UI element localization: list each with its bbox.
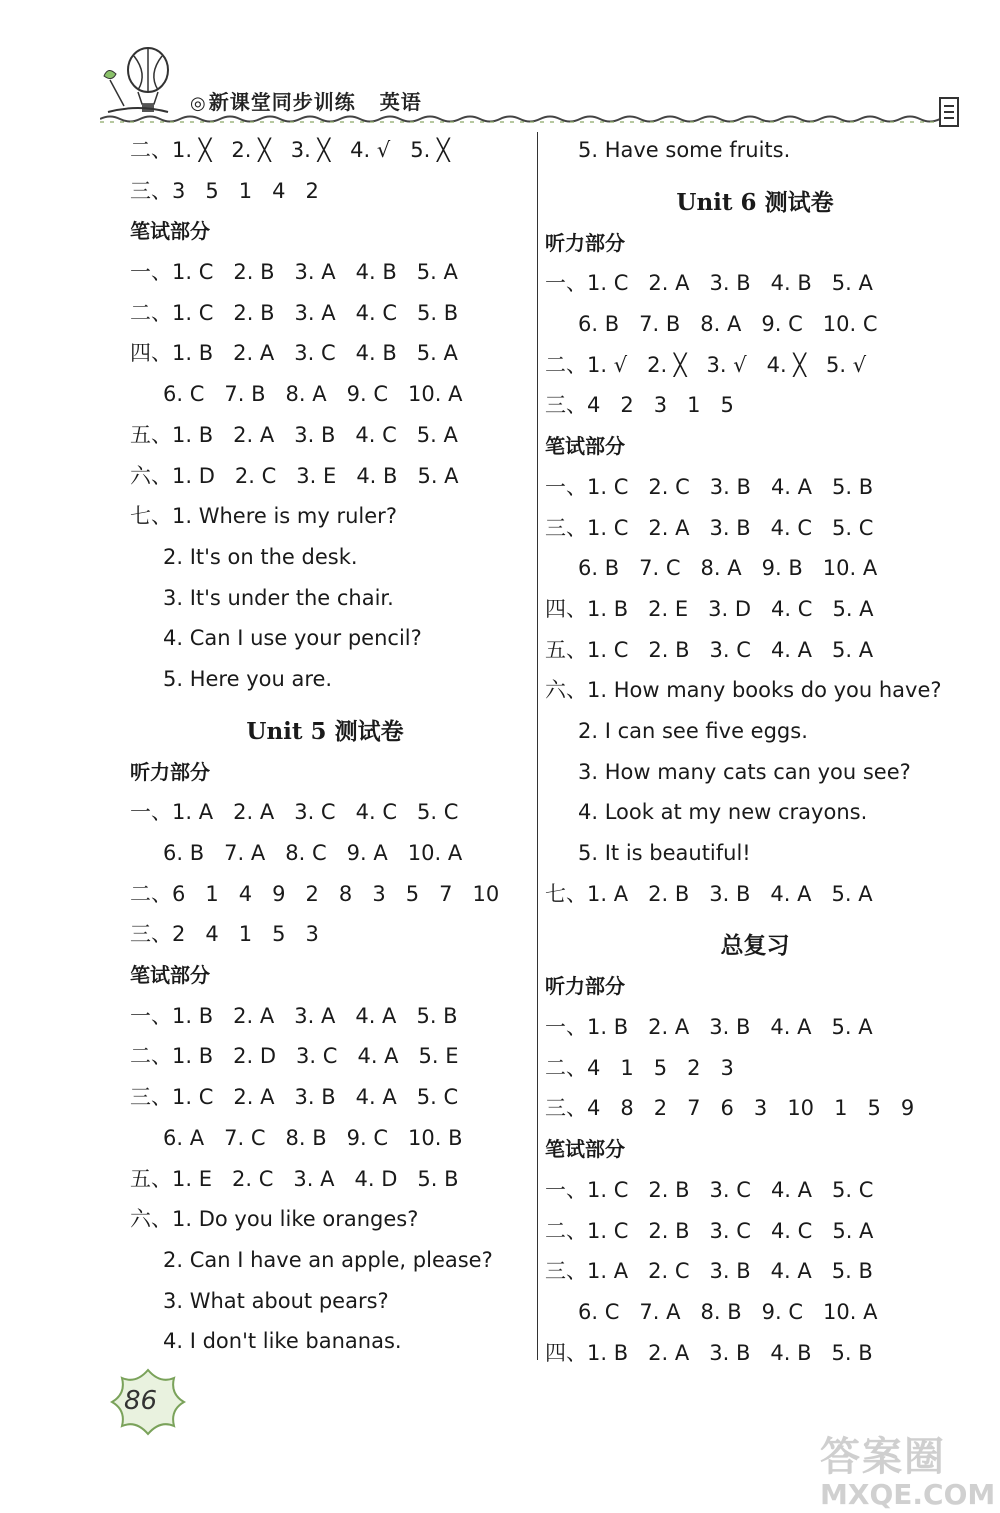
answer-line: 6. B 7. C 8. A 9. B 10. A — [578, 556, 878, 581]
answer-line: 3. How many cats can you see? — [578, 759, 911, 784]
series-symbol: ◎ — [190, 93, 207, 114]
header-divider — [100, 112, 940, 126]
answer-line: 五、1. B 2. A 3. B 4. C 5. A — [130, 422, 458, 447]
answer-line: 6. B 7. B 8. A 9. C 10. C — [578, 312, 878, 337]
answer-line: 二、6 1 4 9 2 8 3 5 7 10 — [130, 881, 500, 906]
answer-line: 六、1. How many books do you have? — [545, 678, 942, 703]
unit-title: Unit 6 测试卷 — [676, 188, 834, 216]
series-name: 新课堂同步训练 — [208, 90, 356, 114]
page-header — [0, 0, 1000, 140]
column-divider — [537, 132, 538, 1360]
answer-line: 2. I can see five eggs. — [578, 718, 808, 743]
answer-line: 二、1. C 2. B 3. A 4. C 5. B — [130, 300, 459, 325]
watermark — [820, 1425, 995, 1511]
answer-line: 五、1. E 2. C 3. A 4. D 5. B — [130, 1166, 459, 1191]
watermark-url: MXQE.COM — [820, 1478, 996, 1511]
answer-line: 二、1. ╳ 2. ╳ 3. ╳ 4. √ 5. ╳ — [130, 138, 450, 162]
answer-line: 三、1. C 2. A 3. B 4. C 5. C — [545, 515, 874, 540]
answer-line: 四、1. B 2. A 3. B 4. B 5. B — [545, 1340, 873, 1365]
answer-line: 六、1. Do you like oranges? — [130, 1207, 419, 1232]
answer-line: 3. It's under the chair. — [163, 585, 394, 610]
answer-line: 三、4 2 3 1 5 — [545, 393, 734, 418]
hot-air-balloon-icon — [98, 46, 178, 118]
answer-line: 4. Can I use your pencil? — [163, 626, 422, 651]
answer-line: 5. Here you are. — [163, 666, 333, 691]
answer-line: 4. Look at my new crayons. — [578, 800, 868, 825]
subject-label: 英语 — [379, 90, 422, 114]
section-heading: 听力部分 — [130, 759, 210, 784]
answer-line: 6. A 7. C 8. B 9. C 10. B — [163, 1125, 463, 1150]
unit-title: Unit 5 测试卷 — [246, 717, 404, 745]
answer-line: 3. What about pears? — [163, 1288, 389, 1313]
section-heading: 笔试部分 — [130, 219, 210, 244]
right-answer-column — [545, 130, 965, 1373]
answer-line: 6. C 7. A 8. B 9. C 10. A — [578, 1299, 878, 1324]
answer-line: 5. Have some fruits. — [578, 138, 791, 162]
answer-line: 三、2 4 1 5 3 — [130, 922, 319, 947]
answer-line: 6. C 7. B 8. A 9. C 10. A — [163, 382, 463, 407]
answer-line: 三、4 8 2 7 6 3 10 1 5 9 — [545, 1096, 915, 1121]
answer-line: 三、1. A 2. C 3. B 4. A 5. B — [545, 1259, 873, 1284]
answer-line: 七、1. Where is my ruler? — [130, 504, 397, 529]
answer-line: 一、1. A 2. A 3. C 4. C 5. C — [130, 800, 459, 825]
section-heading: 笔试部分 — [130, 963, 210, 988]
section-heading: 笔试部分 — [545, 1137, 625, 1162]
answer-line: 七、1. A 2. B 3. B 4. A 5. A — [545, 881, 873, 906]
answer-line: 2. Can I have an apple, please? — [163, 1247, 493, 1272]
answer-line: 二、1. √ 2. ╳ 3. √ 4. ╳ 5. √ — [545, 352, 867, 377]
book-series-title — [190, 86, 422, 115]
answer-line: 一、1. B 2. A 3. B 4. A 5. A — [545, 1015, 873, 1040]
answer-line: 四、1. B 2. A 3. C 4. B 5. A — [130, 341, 458, 366]
answer-line: 二、1. B 2. D 3. C 4. A 5. E — [130, 1044, 459, 1069]
answer-line: 三、1. C 2. A 3. B 4. A 5. C — [130, 1085, 459, 1110]
answer-line: 三、3 5 1 4 2 — [130, 178, 319, 203]
section-heading: 笔试部分 — [545, 434, 625, 459]
unit-title: 总复习 — [720, 932, 790, 960]
answer-line: 二、4 1 5 2 3 — [545, 1055, 734, 1080]
watermark-logo: 答案圈 — [820, 1434, 946, 1480]
section-heading: 听力部分 — [545, 974, 625, 999]
answer-line: 五、1. C 2. B 3. C 4. A 5. A — [545, 637, 874, 662]
answer-line: 六、1. D 2. C 3. E 4. B 5. A — [130, 463, 459, 488]
answer-line: 四、1. B 2. E 3. D 4. C 5. A — [545, 596, 874, 621]
answer-line: 6. B 7. A 8. C 9. A 10. A — [163, 841, 463, 865]
answer-line: 一、1. C 2. B 3. A 4. B 5. A — [130, 260, 458, 285]
page-number-badge — [108, 1366, 188, 1442]
page-number: 86 — [124, 1386, 158, 1416]
answer-line: 4. I don't like bananas. — [163, 1329, 402, 1354]
corner-decoration-icon — [936, 94, 964, 130]
answer-line: 一、1. B 2. A 3. A 4. A 5. B — [130, 1003, 458, 1028]
answer-line: 一、1. C 2. A 3. B 4. B 5. A — [545, 271, 873, 296]
left-answer-column — [130, 130, 520, 1362]
answer-line: 二、1. C 2. B 3. C 4. C 5. A — [545, 1218, 874, 1243]
section-heading: 听力部分 — [545, 230, 625, 255]
answer-line: 5. It is beautiful! — [578, 841, 751, 865]
answer-line: 一、1. C 2. C 3. B 4. A 5. B — [545, 474, 874, 499]
answer-line: 一、1. C 2. B 3. C 4. A 5. C — [545, 1177, 874, 1202]
answer-line: 2. It's on the desk. — [163, 544, 358, 569]
